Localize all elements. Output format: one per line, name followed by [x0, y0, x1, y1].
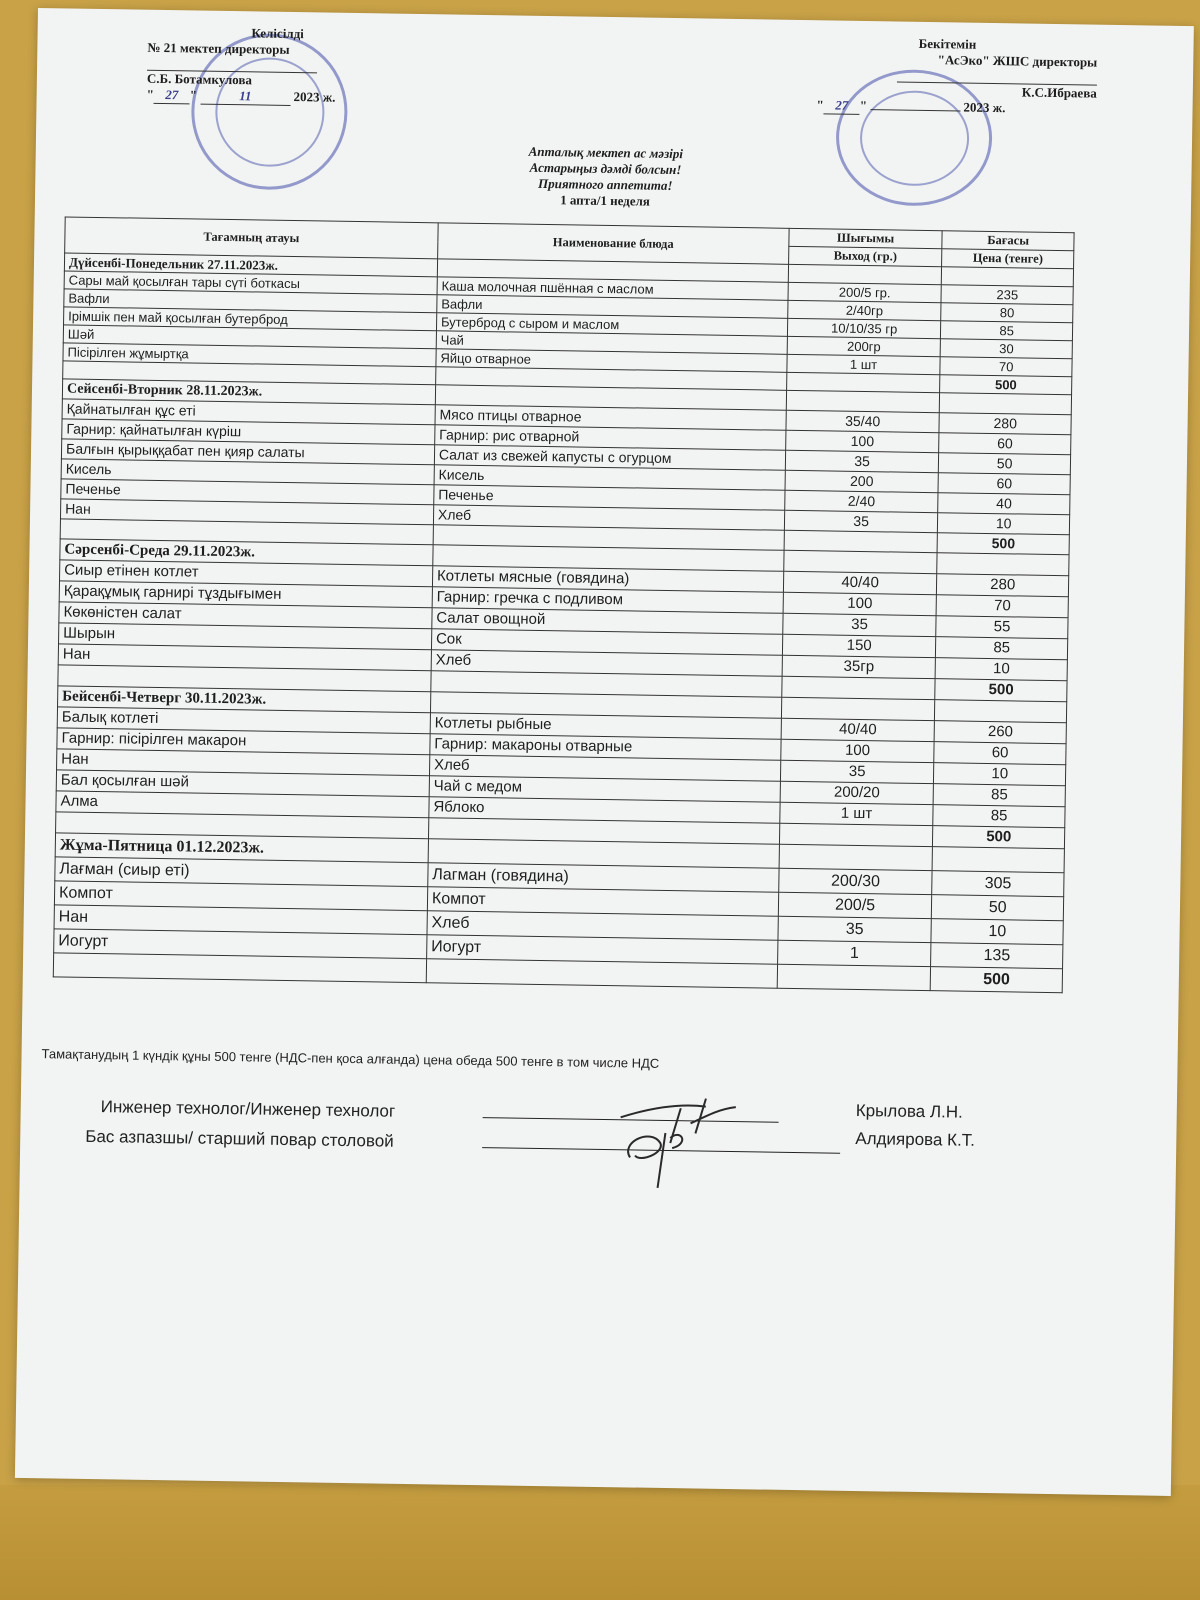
handwritten-signature — [609, 1087, 751, 1199]
dish-name-kz: Гарнир: пісірілген макарон — [57, 728, 430, 755]
title-line-3: Приятного аппетита! — [537, 175, 673, 193]
empty-cell — [940, 393, 1072, 415]
dish-price: 70 — [936, 595, 1068, 618]
dish-output: 200гр — [787, 336, 941, 356]
dish-name-ru: Гарнир: рис отварной — [435, 425, 786, 451]
dish-output: 35 — [780, 760, 934, 783]
header-output-kz: Шығымы — [789, 228, 943, 248]
dish-name-ru: Хлеб — [427, 911, 778, 941]
header-ru-name: Наименование блюда — [438, 223, 789, 265]
empty-cell — [779, 844, 933, 870]
dish-name-kz: Сиыр етінен котлет — [60, 560, 433, 587]
empty-cell — [786, 390, 940, 412]
dish-name-ru: Печенье — [434, 485, 785, 511]
dish-price: 135 — [931, 943, 1063, 969]
dish-output: 1 шт — [780, 802, 934, 825]
dish-name-kz: Компот — [54, 881, 427, 911]
dish-output: 10/10/35 гр — [787, 318, 941, 338]
dish-output: 200/30 — [779, 868, 933, 894]
dish-name-ru: Яблоко — [429, 797, 780, 824]
dish-name-ru: Кисель — [434, 465, 785, 491]
dish-name-kz: Кисель — [61, 459, 434, 485]
dish-name-ru: Котлеты мясные (говядина) — [432, 566, 783, 593]
dish-name-kz: Бал қосылған шәй — [56, 770, 429, 797]
dish-output: 200/5 гр. — [788, 282, 942, 302]
dish-price: 80 — [941, 303, 1073, 323]
dish-name-kz: Нан — [60, 499, 433, 525]
dish-name-ru: Мясо птицы отварное — [435, 405, 786, 431]
empty-cell — [788, 264, 942, 284]
header-price-ru: Цена (тенге) — [942, 249, 1074, 269]
dish-name-kz: Балғын қырыққабат пен қияр салаты — [61, 439, 434, 465]
header-kz-name: Тағамның атауы — [65, 217, 438, 259]
dish-name-ru: Котлеты рыбные — [430, 713, 781, 740]
dish-name-kz: Иогурт — [54, 929, 427, 959]
day-total: 500 — [931, 967, 1063, 993]
dish-output: 150 — [782, 634, 936, 657]
empty-cell — [426, 959, 777, 989]
dish-price: 85 — [936, 637, 1068, 660]
dish-name-kz: Сары май қосылған тары сүті боткасы — [64, 271, 437, 295]
title-line-4: 1 апта/1 неделя — [560, 192, 651, 209]
approver-name: С.Б. Ботамкулова — [146, 70, 253, 88]
empty-cell — [935, 700, 1067, 723]
header-approval-left — [147, 24, 408, 108]
dish-price: 10 — [934, 763, 1066, 786]
dish-output: 35/40 — [786, 410, 940, 432]
day-total: 500 — [937, 533, 1069, 555]
day-total: 500 — [935, 679, 1067, 702]
dish-name-ru: Хлеб — [433, 505, 784, 531]
dish-output: 35 — [785, 450, 939, 472]
dish-name-kz: Көкөністен салат — [59, 602, 432, 629]
empty-cell — [932, 847, 1064, 873]
empty-cell — [777, 964, 931, 990]
empty-cell — [781, 697, 935, 720]
approver-org: "АсЭко" ЖШС директоры — [937, 52, 1098, 70]
signature-name-1: Крылова Л.Н. — [855, 1100, 963, 1122]
dish-name-ru: Вафли — [437, 295, 788, 319]
dish-output: 200 — [785, 470, 939, 492]
dish-name-kz: Ірімшік пен май қосылған бутерброд — [64, 307, 437, 331]
dish-price: 305 — [932, 871, 1064, 897]
empty-cell — [786, 372, 940, 392]
dish-output: 1 шт — [787, 354, 941, 374]
dish-output: 100 — [785, 430, 939, 452]
dish-price: 10 — [935, 658, 1067, 681]
dish-name-kz: Печенье — [61, 479, 434, 505]
dish-price: 85 — [933, 784, 1065, 807]
dish-output: 35 — [783, 613, 937, 636]
menu-document — [15, 8, 1194, 1496]
dish-name-ru: Гарнир: гречка с подливом — [432, 587, 783, 614]
signature-name-2: Алдиярова К.Т. — [855, 1128, 976, 1150]
dish-name-ru: Салат из свежей капусты с огурцом — [434, 445, 785, 471]
approver-name: К.С.Ибраева — [1021, 84, 1097, 101]
dish-name-kz: Қайнатылған құс еті — [62, 399, 435, 425]
day-title: Сәрсенбі-Среда 29.11.2023ж. — [60, 539, 433, 566]
dish-name-ru: Компот — [427, 887, 778, 917]
dish-price: 55 — [936, 616, 1068, 639]
dish-output: 35 — [778, 916, 932, 942]
dish-price: 60 — [934, 742, 1066, 765]
day-title: Жұма-Пятница 01.12.2023ж. — [55, 833, 428, 863]
dish-name-ru: Бутерброд с сыром и маслом — [436, 313, 787, 337]
approve-label: Бекітемін — [918, 35, 977, 52]
title-line-1: Апталық мектеп ас мәзірі — [528, 143, 684, 162]
dish-name-kz: Шырын — [59, 623, 432, 650]
dish-price: 10 — [931, 919, 1063, 945]
dish-price: 235 — [941, 285, 1073, 305]
dish-name-kz: Гарнир: қайнатылған күріш — [62, 419, 435, 445]
dish-output: 35 — [784, 510, 938, 532]
dish-price: 30 — [941, 339, 1073, 359]
dish-name-kz: Шәй — [63, 325, 436, 349]
day-title: Дүйсенбі-Понедельник 27.11.2023ж. — [64, 253, 437, 277]
dish-name-kz: Вафли — [64, 289, 437, 313]
dish-name-kz: Нан — [54, 905, 427, 935]
empty-cell — [784, 550, 938, 573]
header-price-kz: Бағасы — [942, 231, 1074, 251]
signature-role-1: Инженер технолог/Инженер технолог — [100, 1097, 396, 1121]
dish-name-kz: Лағман (сиыр еті) — [55, 857, 428, 887]
dish-price: 280 — [937, 574, 1069, 597]
floor-background — [0, 1485, 1200, 1600]
empty-cell — [782, 676, 936, 699]
dish-price: 60 — [939, 433, 1071, 455]
menu-table — [53, 216, 1075, 993]
day-total: 500 — [940, 375, 1072, 395]
header-output-ru: Выход (гр.) — [788, 246, 942, 266]
dish-price: 10 — [938, 513, 1070, 535]
dish-name-kz: Нан — [58, 644, 431, 671]
empty-cell — [53, 953, 426, 983]
menu-title — [405, 142, 806, 212]
day-total: 500 — [933, 826, 1065, 849]
dish-name-kz: Алма — [56, 791, 429, 818]
empty-cell — [784, 530, 938, 552]
dish-name-ru: Гарнир: макароны отварные — [430, 734, 781, 761]
dish-name-kz: Пісірілген жұмыртқа — [63, 343, 436, 367]
dish-output: 100 — [781, 739, 935, 762]
dish-name-ru: Лагман (говядина) — [428, 863, 779, 893]
dish-name-kz: Қарақұмық гарнирі тұздығымен — [59, 581, 432, 608]
dish-name-kz: Балық котлеті — [57, 707, 430, 734]
signature-role-2: Бас азпазшы/ старший повар столовой — [85, 1126, 394, 1151]
dish-price: 85 — [941, 321, 1073, 341]
dish-price: 40 — [938, 493, 1070, 515]
dish-output: 2/40гр — [788, 300, 942, 320]
dish-price: 50 — [939, 453, 1071, 475]
dish-name-ru: Хлеб — [429, 755, 780, 782]
approver-org: № 21 мектеп директоры — [147, 39, 290, 57]
dish-name-ru: Чай — [436, 331, 787, 355]
day-title: Сейсенбі-Вторник 28.11.2023ж. — [62, 379, 435, 405]
dish-price: 60 — [938, 473, 1070, 495]
dish-price: 260 — [934, 721, 1066, 744]
title-line-2: Астарыңыз дәмді болсын! — [529, 159, 682, 178]
empty-cell — [942, 267, 1074, 287]
dish-output: 40/40 — [781, 718, 935, 741]
dish-name-kz: Нан — [57, 749, 430, 776]
dish-output: 100 — [783, 592, 937, 615]
dish-price: 70 — [940, 357, 1072, 377]
dish-name-ru: Чай с медом — [429, 776, 780, 803]
dish-price: 280 — [939, 413, 1071, 435]
dish-name-ru: Яйцо отварное — [436, 349, 787, 373]
dish-output: 200/20 — [780, 781, 934, 804]
header-approval-right — [796, 34, 1097, 119]
day-title: Бейсенбі-Четверг 30.11.2023ж. — [58, 686, 431, 713]
dish-name-ru: Иогурт — [427, 935, 778, 965]
dish-output: 35гр — [782, 655, 936, 678]
dish-name-ru: Хлеб — [431, 650, 782, 677]
price-note: Тамақтанудың 1 күндік құны 500 тенге (НДС-пен қоса алғанда) цена обеда 500 тенге в том числе НДС — [41, 1046, 660, 1071]
approve-label: Келісілді — [251, 25, 304, 42]
dish-name-ru: Сок — [431, 629, 782, 656]
dish-name-ru: Салат овощной — [432, 608, 783, 635]
empty-cell — [937, 553, 1069, 576]
dish-output: 1 — [777, 940, 931, 966]
dish-name-ru: Каша молочная пшённая с маслом — [437, 277, 788, 301]
empty-cell — [779, 823, 933, 846]
approval-date: " 27 " 11 2023 ж. — [146, 86, 336, 105]
approval-date: " 27 " 2023 ж. — [816, 97, 1006, 116]
dish-price: 85 — [933, 805, 1065, 828]
dish-output: 200/5 — [778, 892, 932, 918]
dish-price: 50 — [932, 895, 1064, 921]
dish-output: 40/40 — [783, 571, 937, 594]
dish-output: 2/40 — [785, 490, 939, 512]
